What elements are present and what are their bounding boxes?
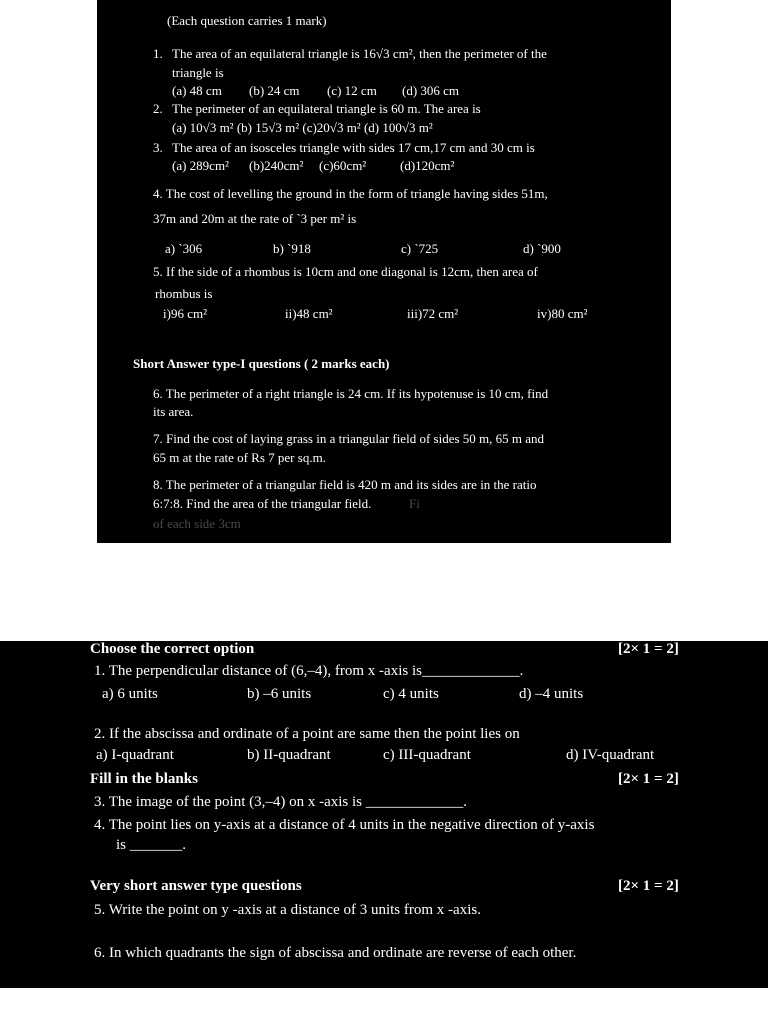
p2-q1-option-b: b) –6 units (247, 686, 312, 702)
q3-option-c: (c)60cm² (319, 158, 367, 173)
p2-q6-text: 6. In which quadrants the sign of abscissa and ordinate are reverse of each other. (94, 945, 577, 961)
q5-option-ii: ii)48 cm² (285, 306, 333, 321)
q1-option-a: (a) 48 cm (172, 83, 222, 98)
q4-option-b: b) `918 (273, 241, 311, 256)
p2-q3-text: 3. The image of the point (3,–4) on x -axis is _____________. (94, 794, 468, 810)
q1-option-c: (c) 12 cm (327, 83, 377, 98)
section-marks-choose: [2× 1 = 2] (618, 641, 679, 657)
p2-q1-option-d: d) –4 units (519, 686, 584, 702)
q1-text: The area of an equilateral triangle is 16√3 cm², then the perimeter of the (172, 46, 547, 61)
q5-text: 5. If the side of a rhombus is 10cm and one diagonal is 12cm, then area of (153, 264, 538, 279)
q1-number: 1. (153, 46, 163, 61)
section-title-very-short: Very short answer type questions (90, 878, 302, 894)
short-answer-heading: Short Answer type-I questions ( 2 marks each) (133, 356, 390, 371)
q7-text: 7. Find the cost of laying grass in a triangular field of sides 50 m, 65 m and (153, 431, 545, 446)
q5-option-iii: iii)72 cm² (407, 306, 459, 321)
q5-option-i: i)96 cm² (163, 306, 207, 321)
p2-q4-text-cont: is _______. (116, 837, 187, 853)
q4-option-c: c) `725 (401, 241, 439, 256)
p2-q2-option-d: d) IV-quadrant (566, 747, 655, 763)
section-title-fill: Fill in the blanks (90, 771, 198, 787)
q5-text-cont: rhombus is (155, 286, 213, 301)
q8-text: 8. The perimeter of a triangular field is 420 m and its sides are in the ratio (153, 477, 537, 492)
q3-text: The area of an isosceles triangle with sides 17 cm,17 cm and 30 cm is (172, 140, 535, 155)
q6-text: 6. The perimeter of a right triangle is 24 cm. If its hypotenuse is 10 cm, find (153, 386, 549, 401)
q4-option-d: d) `900 (523, 241, 561, 256)
q4-text-cont: 37m and 20m at the rate of `3 per m² is (153, 211, 357, 226)
worksheet-image-top (97, 0, 671, 543)
worksheet-image-bottom (0, 641, 768, 988)
q6-text-cont: its area. (153, 404, 194, 419)
q1-option-b: (b) 24 cm (249, 83, 300, 98)
q5-option-iv: iv)80 cm² (537, 306, 588, 321)
q3-option-b: (b)240cm² (249, 158, 304, 173)
section-title-choose: Choose the correct option (90, 641, 255, 657)
p2-q2-option-a: a) I-quadrant (96, 747, 174, 763)
p2-q1-option-a: a) 6 units (102, 686, 158, 702)
q2-text: The perimeter of an equilateral triangle is 60 m. The area is (172, 101, 481, 116)
q7-text-cont: 65 m at the rate of Rs 7 per sq.m. (153, 450, 326, 465)
p2-q1-text: 1. The perpendicular distance of (6,–4), from x -axis is_____________. (94, 663, 524, 679)
faded-text-tail: Fi (409, 496, 420, 511)
p2-q1-option-c: c) 4 units (383, 686, 439, 702)
q1-option-d: (d) 306 cm (402, 83, 460, 98)
q4-text: 4. The cost of levelling the ground in the form of triangle having sides 51m, (153, 186, 548, 201)
section-marks-fill: [2× 1 = 2] (618, 771, 679, 787)
q4-option-a: a) `306 (165, 241, 203, 256)
section-marks-very-short: [2× 1 = 2] (618, 878, 679, 894)
q8-text-cont: 6:7:8. Find the area of the triangular field. (153, 496, 372, 511)
p2-q2-text: 2. If the abscissa and ordinate of a point are same then the point lies on (94, 726, 520, 742)
q1-text-cont: triangle is (172, 65, 224, 80)
p2-q4-text: 4. The point lies on y-axis at a distance of 4 units in the negative direction of y-axis (94, 817, 595, 833)
q2-options: (a) 10√3 m² (b) 15√3 m² (c)20√3 m² (d) 100√3 m² (172, 120, 433, 135)
q2-number: 2. (153, 101, 163, 116)
p2-q2-option-b: b) II-quadrant (247, 747, 331, 763)
instruction-header: (Each question carries 1 mark) (167, 13, 327, 28)
q3-number: 3. (153, 140, 163, 155)
p2-q5-text: 5. Write the point on y -axis at a distance of 3 units from x -axis. (94, 902, 481, 918)
p2-q2-option-c: c) III-quadrant (383, 747, 471, 763)
q3-option-d: (d)120cm² (400, 158, 455, 173)
q3-option-a: (a) 289cm² (172, 158, 229, 173)
faded-text-line: of each side 3cm (153, 516, 241, 531)
